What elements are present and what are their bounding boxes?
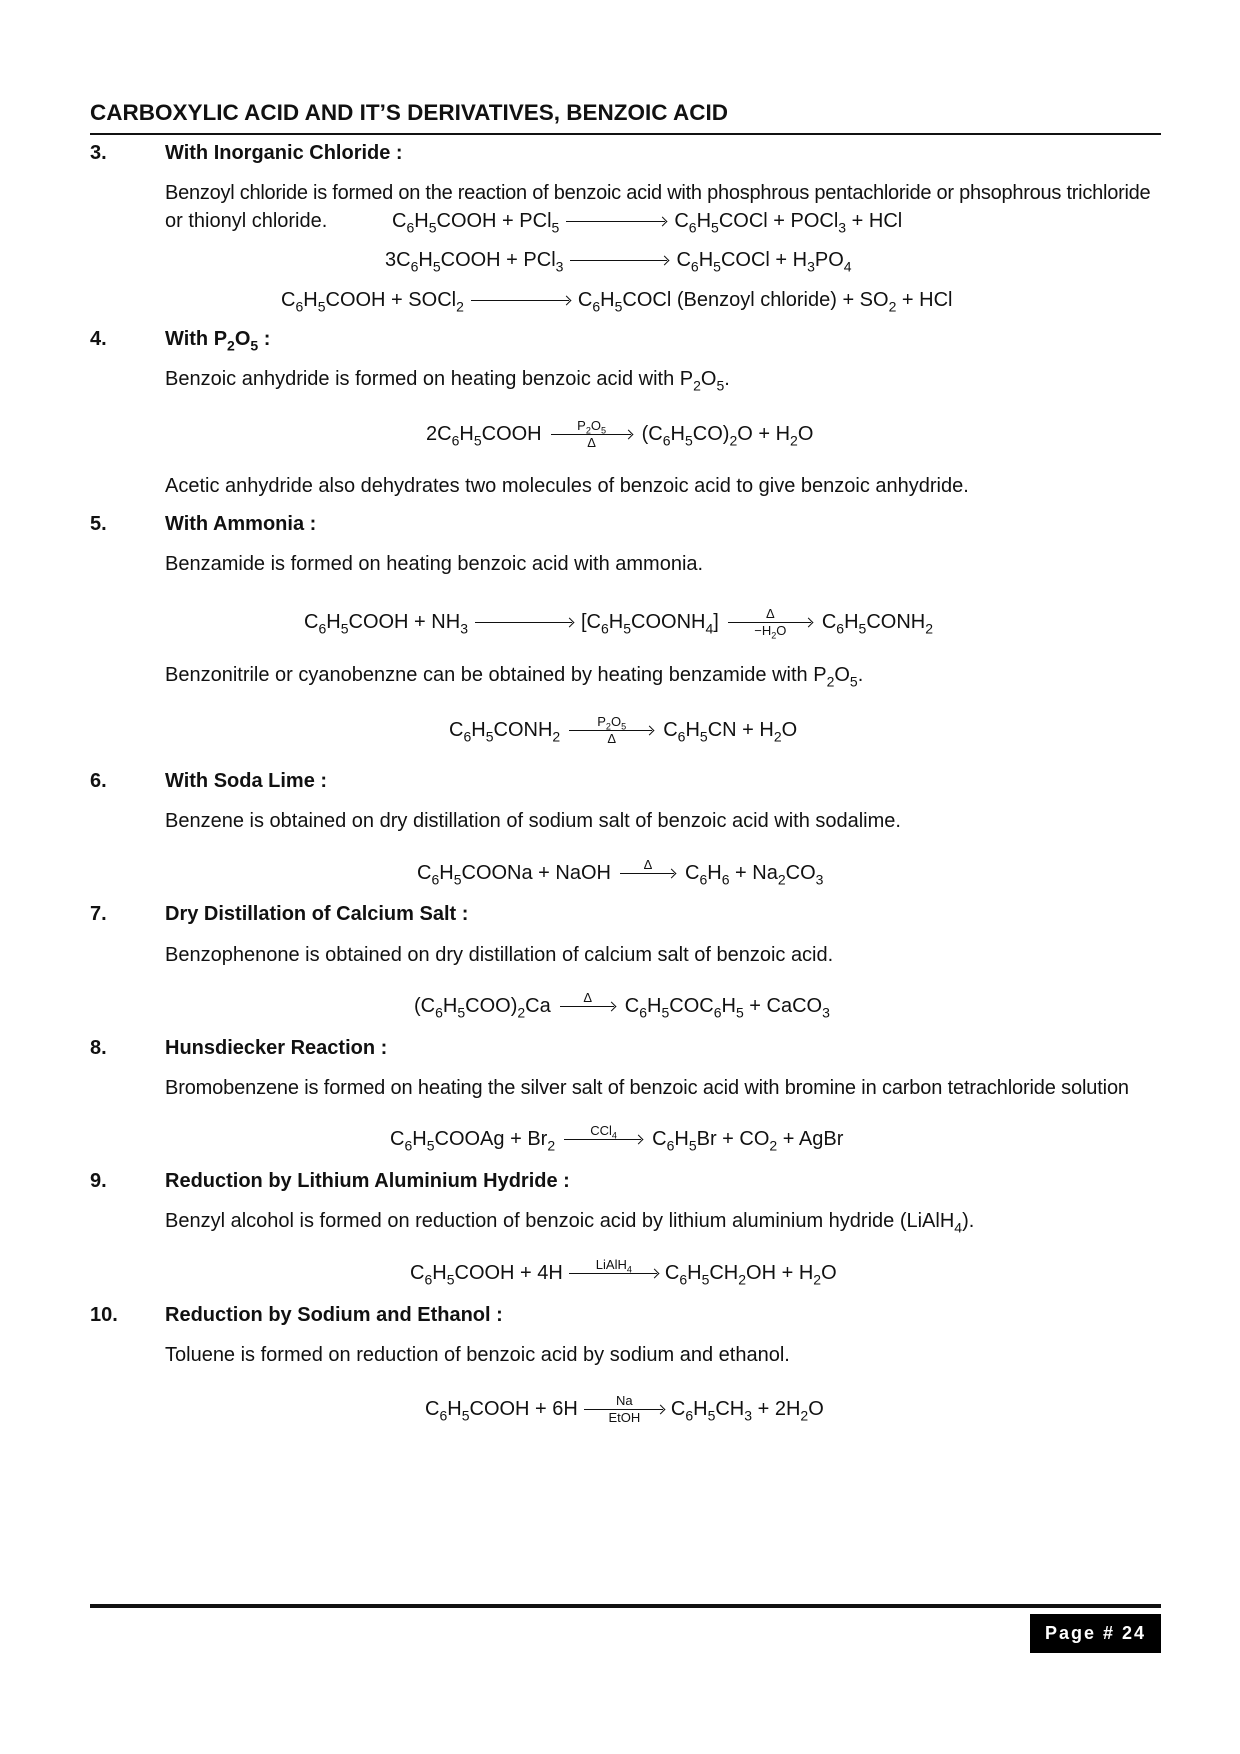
chemical-equation [417, 857, 824, 888]
arrow-label-below: Δ [607, 731, 617, 746]
equation-reactants: $C_6H_5COONa$ + NaOH [417, 862, 611, 888]
equation-products: $C_6H_5CONH_2$ [821, 611, 934, 637]
reaction-arrow [569, 714, 654, 746]
equation-reactants: $C_6H_5COOH + 6H$ [425, 1398, 578, 1424]
arrow-label-below: $-H_2O$ [754, 623, 787, 641]
arrow-label-below: EtOH [608, 1410, 641, 1425]
section-text: Benzoic anhydride is formed on heating benzoic acid with $P_2O_5$. [165, 368, 730, 394]
equation-products: $C_6H_5COCl + H_3PO_4$ [676, 249, 852, 275]
section-number: 9. [90, 1170, 107, 1192]
reaction-arrow [728, 606, 813, 641]
arrow-label-above: CCl$_4$ [590, 1123, 617, 1141]
equation-reactants: $C_6H_5COOH + PCl_5$ [392, 210, 560, 236]
section-text: Benzonitrile or cyanobenzne can be obtained by heating benzamide with $P_2O_5$. [165, 664, 864, 690]
section-heading: With Soda Lime : [165, 770, 328, 792]
title-rule [90, 133, 1161, 135]
equation-intermediate: $[C_6H_5COONH_4]$ [580, 611, 719, 637]
arrow-label-above: $P_2O_5$ [577, 418, 607, 436]
section-text: Benzamide is formed on heating benzoic acid with ammonia. [165, 553, 704, 575]
arrow-label-below: Δ [587, 435, 596, 450]
equation-reactants: $C_6H_5COOH$ + SOCl$_2$ [281, 289, 464, 315]
reaction-arrow [564, 1123, 643, 1151]
section-number: 6. [90, 770, 107, 792]
section-number: 4. [90, 328, 107, 350]
arrow-label-above: LiAlH$_4$ [595, 1257, 632, 1275]
section-text: Benzyl alcohol is formed on reduction of benzoic acid by lithium aluminium hydride (LiAlH$_4$). [165, 1210, 975, 1236]
section-text: Bromobenzene is formed on heating the silver salt of benzoic acid with bromine in carbon tetrachloride solution [165, 1077, 1129, 1099]
reaction-arrow [475, 610, 574, 634]
equation-products: $C_6H_5CN + H_2O$ [663, 719, 798, 745]
equation-products: $C_6H_5Br + CO_2$ + AgBr [652, 1128, 844, 1154]
section-number: 3. [90, 142, 107, 164]
reaction-arrow [570, 248, 669, 272]
chemical-equation [304, 606, 934, 641]
equation-reactants: $C_6H_5COOH + 4H$ [410, 1262, 563, 1288]
page-title: CARBOXYLIC ACID AND IT’S DERIVATIVES, BENZOIC ACID [90, 100, 728, 125]
chemical-equation [425, 1393, 824, 1425]
equation-products: $(C_6H_5CO)_2O + H_2O$ [641, 423, 814, 449]
chemical-equation [392, 209, 903, 236]
section-text: Benzophenone is obtained on dry distillation of calcium salt of benzoic acid. [165, 944, 834, 966]
page-number: Page # 24 [1030, 1614, 1161, 1653]
section-number: 8. [90, 1037, 107, 1059]
chemical-equation [410, 1257, 837, 1288]
chemical-equation [390, 1123, 844, 1154]
reaction-arrow [584, 1393, 665, 1425]
equation-products: $C_6H_5COCl$ (Benzoyl chloride) + $SO_2$ + HCl [577, 289, 953, 315]
reaction-arrow [566, 209, 667, 233]
section-heading: With Inorganic Chloride : [165, 142, 403, 164]
reaction-arrow [551, 418, 633, 450]
section-number: 10. [90, 1304, 118, 1326]
equation-reactants: $C_6H_5COOH + NH_3$ [304, 611, 468, 637]
section-heading: Dry Distillation of Calcium Salt : [165, 903, 469, 925]
section-heading: Hunsdiecker Reaction : [165, 1037, 388, 1059]
reaction-arrow [569, 1257, 659, 1285]
chemical-equation [449, 714, 798, 746]
section-number: 5. [90, 513, 107, 535]
section-text: Benzoyl chloride is formed on the reaction of benzoic acid with phosphrous pentachloride or phsophrous trichloride [165, 182, 1151, 204]
arrow-label-above: Δ [766, 606, 775, 621]
equation-products: $C_6H_6 + Na_2CO_3$ [684, 862, 824, 888]
equation-products: $C_6H_5COCl$ + POCl$_3$ + HCl [674, 210, 903, 236]
chemical-equation [385, 248, 852, 275]
chemical-equation [414, 990, 830, 1021]
section-heading: Reduction by Lithium Aluminium Hydride : [165, 1170, 570, 1192]
arrow-label-above: Na [616, 1393, 633, 1408]
footer-rule [90, 1604, 1161, 1608]
equation-reactants: $(C_6H_5COO)_2Ca$ [414, 995, 551, 1021]
section-text: Acetic anhydride also dehydrates two molecules of benzoic acid to give benzoic anhydride. [165, 475, 969, 497]
section-text: Toluene is formed on reduction of benzoic acid by sodium and ethanol. [165, 1344, 790, 1366]
chemical-equation [426, 418, 814, 450]
section-heading: Reduction by Sodium and Ethanol : [165, 1304, 503, 1326]
reaction-arrow [471, 288, 571, 312]
section-heading: With Ammonia : [165, 513, 317, 535]
equation-reactants: $C_6H_5CONH_2$ [449, 719, 561, 745]
arrow-label-above: Δ [583, 990, 593, 1005]
reaction-arrow [620, 857, 676, 885]
reaction-arrow [560, 990, 616, 1018]
section-text: Benzene is obtained on dry distillation of sodium salt of benzoic acid with sodalime. [165, 810, 901, 832]
equation-reactants: $C_6H_5COOAg + Br_2$ [390, 1128, 556, 1154]
arrow-label-above: Δ [643, 857, 653, 872]
equation-products: $C_6H_5CH_2OH + H_2O$ [664, 1262, 837, 1288]
arrow-label-above: $P_2O_5$ [597, 714, 627, 732]
section-text: or thionyl chloride. [165, 210, 328, 232]
equation-products: $C_6H_5COC_6H_5$ + CaCO$_3$ [624, 995, 830, 1021]
section-number: 7. [90, 903, 107, 925]
equation-reactants: $2C_6H_5COOH$ [426, 423, 542, 449]
section-heading: With $P_2O_5$ : [165, 328, 271, 354]
equation-products: $C_6H_5CH_3 + 2H_2O$ [670, 1398, 824, 1424]
equation-reactants: $3C_6H_5COOH + PCl_3$ [385, 249, 564, 275]
chemical-equation [281, 288, 953, 315]
